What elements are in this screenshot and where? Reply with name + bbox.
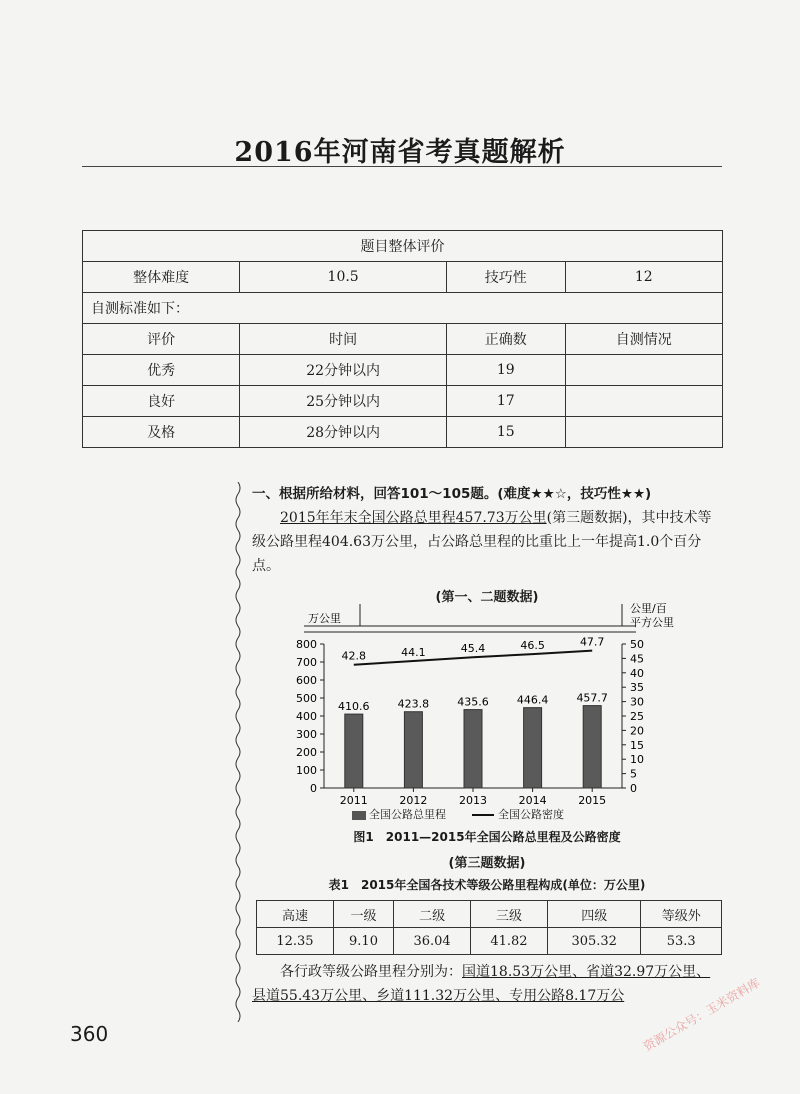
bar-total-mileage [404,712,422,788]
grade-cell: 优秀 [83,355,240,386]
time-cell: 28分钟以内 [240,417,447,448]
density-value-label: 42.8 [341,649,367,663]
table-row [83,355,723,386]
page-number: 360 [70,1022,109,1046]
right-axis-unit-line2: 平方公里 [630,616,674,629]
value-cell: 53.3 [641,928,722,955]
self-check-cell [565,355,722,386]
standard-note: 自测标准如下： [83,293,723,324]
right-tick-label: 15 [630,738,644,752]
x-tick-label: 2015 [578,794,607,807]
right-tick-label: 35 [630,681,644,695]
self-check-cell [565,417,722,448]
correct-cell: 15 [446,417,565,448]
value-cell: 9.10 [333,928,393,955]
column-header: 等级外 [641,901,722,928]
value-cell: 41.82 [471,928,548,955]
right-tick-label: 40 [630,666,644,680]
material-paragraph [252,506,722,578]
road-chart [286,602,696,820]
right-tick-label: 45 [630,652,644,666]
right-tick-label: 50 [630,638,644,651]
grade-cell: 良好 [83,386,240,417]
right-tick-label: 20 [630,724,644,738]
difficulty-value: 10.5 [240,262,447,293]
legend-line-swatch [472,814,494,816]
question-block [252,482,722,610]
third-section-label: (第三题数据) [448,856,526,871]
density-value-label: 45.4 [460,642,486,656]
left-tick-label: 400 [296,710,317,723]
left-tick-label: 300 [296,728,317,741]
right-tick-label: 30 [630,695,644,709]
x-tick-label: 2011 [339,794,368,807]
column-header: 一级 [333,901,393,928]
left-tick-label: 600 [296,674,317,687]
column-header: 四级 [547,901,641,928]
bar-value-label: 435.6 [457,695,489,709]
margin-wavy-line [228,482,248,1022]
paragraph-text: 各行政等级公路里程分别为： [280,964,462,980]
bar-value-label: 410.6 [338,700,370,714]
density-value-label: 47.7 [579,635,605,649]
column-header: 评价 [83,324,240,355]
watermark: 资源公众号：玉米资料库 [641,975,763,1054]
admin-grade-paragraph [252,960,722,1008]
bar-total-mileage [464,710,482,788]
grade-cell: 及格 [83,417,240,448]
value-cell: 36.04 [394,928,471,955]
left-axis-unit: 万公里 [308,612,341,625]
skill-label: 技巧性 [446,262,565,293]
left-tick-label: 700 [296,656,317,669]
right-tick-label: 0 [630,782,637,795]
self-check-cell [565,386,722,417]
column-header: 时间 [240,324,447,355]
column-header: 二级 [394,901,471,928]
table1-caption: 表1 2015年全国各技术等级公路里程构成(单位：万公里) [328,878,646,892]
underlined-text: 国道18.53万公里、省道32.97万公里、县道55.43万公里、乡道111.32万公里、专用公路8.17万公 [252,964,711,1004]
title-divider [82,166,722,167]
paragraph-text: (第三题数据)，其中技术等级公路里程404.63万公里，占公路总里程的比重比上一年提高1.0个百分点。 [252,510,712,574]
table-row [83,386,723,417]
left-tick-label: 0 [310,782,317,795]
question-heading: 一、根据所给材料，回答101～105题。(难度★★☆，技巧性★★) [252,486,652,502]
right-tick-label: 5 [630,767,637,781]
chart-section-label: (第一、二题数据) [435,590,539,605]
evaluation-table [82,230,723,448]
x-tick-label: 2012 [399,794,428,807]
legend-bar-swatch [352,811,366,820]
bar-total-mileage [583,706,601,788]
right-axis-unit-line1: 公里/百 [630,602,667,615]
page-title: 2016年河南省考真题解析 [234,137,566,168]
table-row [83,417,723,448]
legend-item-density: 全国公路密度 [498,808,564,821]
figure-caption: 图1 2011—2015年全国公路总里程及公路密度 [353,830,621,844]
left-tick-label: 500 [296,692,317,705]
chart-svg [286,602,696,820]
skill-value: 12 [565,262,722,293]
column-header: 高速 [257,901,334,928]
left-tick-label: 800 [296,638,317,651]
x-tick-label: 2014 [518,794,547,807]
right-tick-label: 25 [630,710,644,723]
legend-item-length: 全国公路总里程 [369,808,446,821]
density-value-label: 46.5 [520,639,545,653]
bar-value-label: 423.8 [397,697,430,711]
eval-header: 题目整体评价 [83,231,723,262]
left-tick-label: 200 [296,746,317,759]
time-cell: 25分钟以内 [240,386,447,417]
grade-mileage-table [256,900,722,955]
left-tick-label: 100 [296,764,317,777]
column-header: 三级 [471,901,548,928]
bar-value-label: 457.7 [576,691,608,705]
column-header: 自测情况 [565,324,722,355]
chart-legend [352,806,564,822]
table-row [257,928,722,955]
bar-value-label: 446.4 [516,693,549,707]
bar-total-mileage [345,714,363,788]
density-value-label: 44.1 [401,645,426,659]
time-cell: 22分钟以内 [240,355,447,386]
x-tick-label: 2013 [459,794,487,807]
correct-cell: 19 [446,355,565,386]
value-cell: 12.35 [257,928,334,955]
column-header: 正确数 [446,324,565,355]
value-cell: 305.32 [547,928,641,955]
difficulty-label: 整体难度 [83,262,240,293]
underlined-text: 2015年年末全国公路总里程457.73万公里 [280,510,547,526]
right-tick-label: 10 [630,753,644,767]
correct-cell: 17 [446,386,565,417]
bar-total-mileage [524,708,542,788]
